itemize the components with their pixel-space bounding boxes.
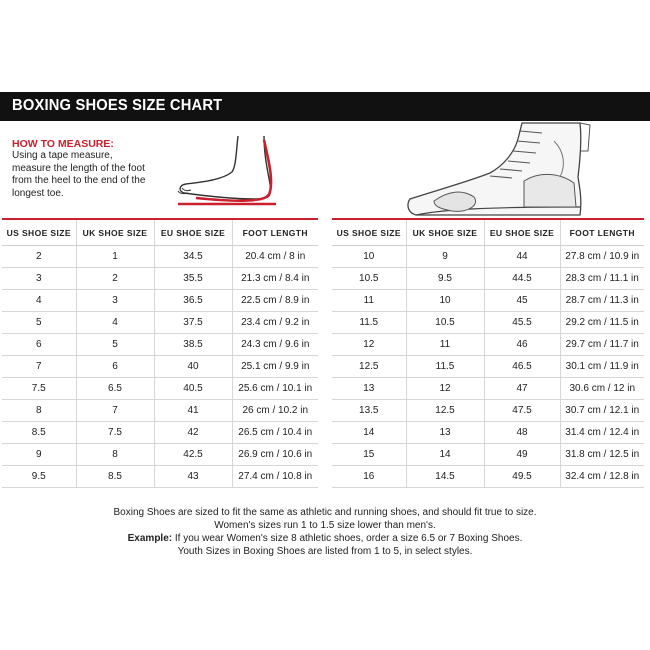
uk-size-cell: 14.5	[406, 466, 484, 488]
us-size-cell: 11	[332, 290, 406, 312]
foot-length-cell: 26 cm / 10.2 in	[232, 400, 318, 422]
uk-size-cell: 14	[406, 444, 484, 466]
us-size-cell: 9	[2, 444, 76, 466]
uk-size-cell: 12	[406, 378, 484, 400]
foot-length-cell: 30.1 cm / 11.9 in	[560, 356, 644, 378]
us-size-cell: 2	[2, 246, 76, 268]
column-header-eu: EU SHOE SIZE	[484, 219, 560, 246]
eu-size-cell: 48	[484, 422, 560, 444]
note-example-label: Example:	[127, 533, 173, 544]
size-table-right	[332, 218, 644, 488]
us-size-cell: 10	[332, 246, 406, 268]
note-fit: Boxing Shoes are sized to fit the same as athletic and running shoes, and should fit true to size.	[113, 507, 537, 518]
us-size-cell: 7.5	[2, 378, 76, 400]
note-youth: Youth Sizes in Boxing Shoes are listed from 1 to 5, in select styles.	[177, 546, 473, 557]
how-to-measure	[12, 138, 172, 200]
us-size-cell: 7	[2, 356, 76, 378]
foot-length-cell: 26.5 cm / 10.4 in	[232, 422, 318, 444]
table-row	[332, 268, 644, 290]
table-row	[2, 466, 318, 488]
table-header-row	[2, 219, 318, 246]
foot-length-cell: 31.8 cm / 12.5 in	[560, 444, 644, 466]
column-header-eu: EU SHOE SIZE	[154, 219, 232, 246]
table-row	[2, 400, 318, 422]
table-row	[332, 422, 644, 444]
table-row	[332, 400, 644, 422]
foot-length-cell: 29.7 cm / 11.7 in	[560, 334, 644, 356]
eu-size-cell: 35.5	[154, 268, 232, 290]
foot-length-cell: 24.3 cm / 9.6 in	[232, 334, 318, 356]
us-size-cell: 3	[2, 268, 76, 290]
boxing-shoe-illustration	[404, 121, 596, 217]
size-table-left	[2, 218, 318, 488]
column-header-us: US SHOE SIZE	[332, 219, 406, 246]
us-size-cell: 12.5	[332, 356, 406, 378]
uk-size-cell: 10.5	[406, 312, 484, 334]
us-size-cell: 14	[332, 422, 406, 444]
foot-length-cell: 22.5 cm / 8.9 in	[232, 290, 318, 312]
note-womens: Women's sizes run 1 to 1.5 size lower than men's.	[214, 520, 436, 531]
eu-size-cell: 40	[154, 356, 232, 378]
foot-length-cell: 30.6 cm / 12 in	[560, 378, 644, 400]
us-size-cell: 13	[332, 378, 406, 400]
table-row	[2, 422, 318, 444]
table-header-row	[332, 219, 644, 246]
foot-length-cell: 25.1 cm / 9.9 in	[232, 356, 318, 378]
foot-length-cell: 28.3 cm / 11.1 in	[560, 268, 644, 290]
table-row	[2, 290, 318, 312]
uk-size-cell: 5	[76, 334, 154, 356]
table-row	[2, 268, 318, 290]
eu-size-cell: 37.5	[154, 312, 232, 334]
eu-size-cell: 34.5	[154, 246, 232, 268]
table-row	[2, 378, 318, 400]
eu-size-cell: 45.5	[484, 312, 560, 334]
eu-size-cell: 43	[154, 466, 232, 488]
how-to-measure-line: from the heel to the end of the	[12, 175, 146, 186]
foot-length-cell: 27.8 cm / 10.9 in	[560, 246, 644, 268]
eu-size-cell: 47	[484, 378, 560, 400]
uk-size-cell: 11	[406, 334, 484, 356]
eu-size-cell: 42	[154, 422, 232, 444]
uk-size-cell: 12.5	[406, 400, 484, 422]
table-row	[332, 356, 644, 378]
foot-length-cell: 20.4 cm / 8 in	[232, 246, 318, 268]
uk-size-cell: 2	[76, 268, 154, 290]
uk-size-cell: 11.5	[406, 356, 484, 378]
eu-size-cell: 41	[154, 400, 232, 422]
us-size-cell: 8.5	[2, 422, 76, 444]
uk-size-cell: 10	[406, 290, 484, 312]
eu-size-cell: 46.5	[484, 356, 560, 378]
table-row	[332, 290, 644, 312]
table-row	[332, 466, 644, 488]
us-size-cell: 5	[2, 312, 76, 334]
column-header-uk: UK SHOE SIZE	[76, 219, 154, 246]
how-to-measure-line: measure the length of the foot	[12, 162, 145, 174]
how-to-measure-line: longest toe.	[12, 187, 64, 199]
foot-length-cell: 29.2 cm / 11.5 in	[560, 312, 644, 334]
table-row	[332, 444, 644, 466]
foot-length-cell: 31.4 cm / 12.4 in	[560, 422, 644, 444]
uk-size-cell: 8	[76, 444, 154, 466]
us-size-cell: 4	[2, 290, 76, 312]
eu-size-cell: 47.5	[484, 400, 560, 422]
foot-length-cell: 32.4 cm / 12.8 in	[560, 466, 644, 488]
uk-size-cell: 9	[406, 246, 484, 268]
us-size-cell: 6	[2, 334, 76, 356]
uk-size-cell: 13	[406, 422, 484, 444]
table-row	[2, 312, 318, 334]
foot-length-cell: 21.3 cm / 8.4 in	[232, 268, 318, 290]
us-size-cell: 9.5	[2, 466, 76, 488]
uk-size-cell: 7	[76, 400, 154, 422]
uk-size-cell: 1	[76, 246, 154, 268]
us-size-cell: 12	[332, 334, 406, 356]
foot-length-cell: 25.6 cm / 10.1 in	[232, 378, 318, 400]
page-title: BOXING SHOES SIZE CHART	[12, 97, 223, 114]
eu-size-cell: 45	[484, 290, 560, 312]
table-row	[2, 334, 318, 356]
table-row	[2, 246, 318, 268]
foot-length-cell: 28.7 cm / 11.3 in	[560, 290, 644, 312]
table-row	[2, 356, 318, 378]
eu-size-cell: 36.5	[154, 290, 232, 312]
us-size-cell: 16	[332, 466, 406, 488]
column-header-foot-length: FOOT LENGTH	[560, 219, 644, 246]
us-size-cell: 8	[2, 400, 76, 422]
us-size-cell: 13.5	[332, 400, 406, 422]
eu-size-cell: 38.5	[154, 334, 232, 356]
sizing-notes	[0, 506, 650, 558]
eu-size-cell: 40.5	[154, 378, 232, 400]
uk-size-cell: 6	[76, 356, 154, 378]
column-header-uk: UK SHOE SIZE	[406, 219, 484, 246]
size-table-right-body	[332, 246, 644, 488]
uk-size-cell: 7.5	[76, 422, 154, 444]
note-example-text: If you wear Women's size 8 athletic shoes, order a size 6.5 or 7 Boxing Shoes.	[172, 533, 523, 544]
table-row	[332, 334, 644, 356]
foot-length-cell: 26.9 cm / 10.6 in	[232, 444, 318, 466]
table-row	[2, 444, 318, 466]
eu-size-cell: 44	[484, 246, 560, 268]
table-row	[332, 246, 644, 268]
eu-size-cell: 49	[484, 444, 560, 466]
column-header-foot-length: FOOT LENGTH	[232, 219, 318, 246]
uk-size-cell: 8.5	[76, 466, 154, 488]
foot-length-cell: 27.4 cm / 10.8 in	[232, 466, 318, 488]
table-row	[332, 378, 644, 400]
table-row	[332, 312, 644, 334]
how-to-measure-heading: HOW TO MEASURE:	[12, 138, 114, 150]
us-size-cell: 15	[332, 444, 406, 466]
note-example	[0, 532, 650, 545]
eu-size-cell: 46	[484, 334, 560, 356]
foot-length-cell: 30.7 cm / 12.1 in	[560, 400, 644, 422]
title-bar	[0, 92, 650, 121]
uk-size-cell: 3	[76, 290, 154, 312]
eu-size-cell: 42.5	[154, 444, 232, 466]
foot-length-cell: 23.4 cm / 9.2 in	[232, 312, 318, 334]
uk-size-cell: 6.5	[76, 378, 154, 400]
uk-size-cell: 4	[76, 312, 154, 334]
us-size-cell: 10.5	[332, 268, 406, 290]
how-to-measure-line: Using a tape measure,	[12, 150, 113, 161]
how-to-measure-text	[12, 150, 172, 200]
eu-size-cell: 49.5	[484, 466, 560, 488]
size-table-left-body	[2, 246, 318, 488]
uk-size-cell: 9.5	[406, 268, 484, 290]
eu-size-cell: 44.5	[484, 268, 560, 290]
us-size-cell: 11.5	[332, 312, 406, 334]
column-header-us: US SHOE SIZE	[2, 219, 76, 246]
foot-measure-illustration	[176, 132, 282, 208]
